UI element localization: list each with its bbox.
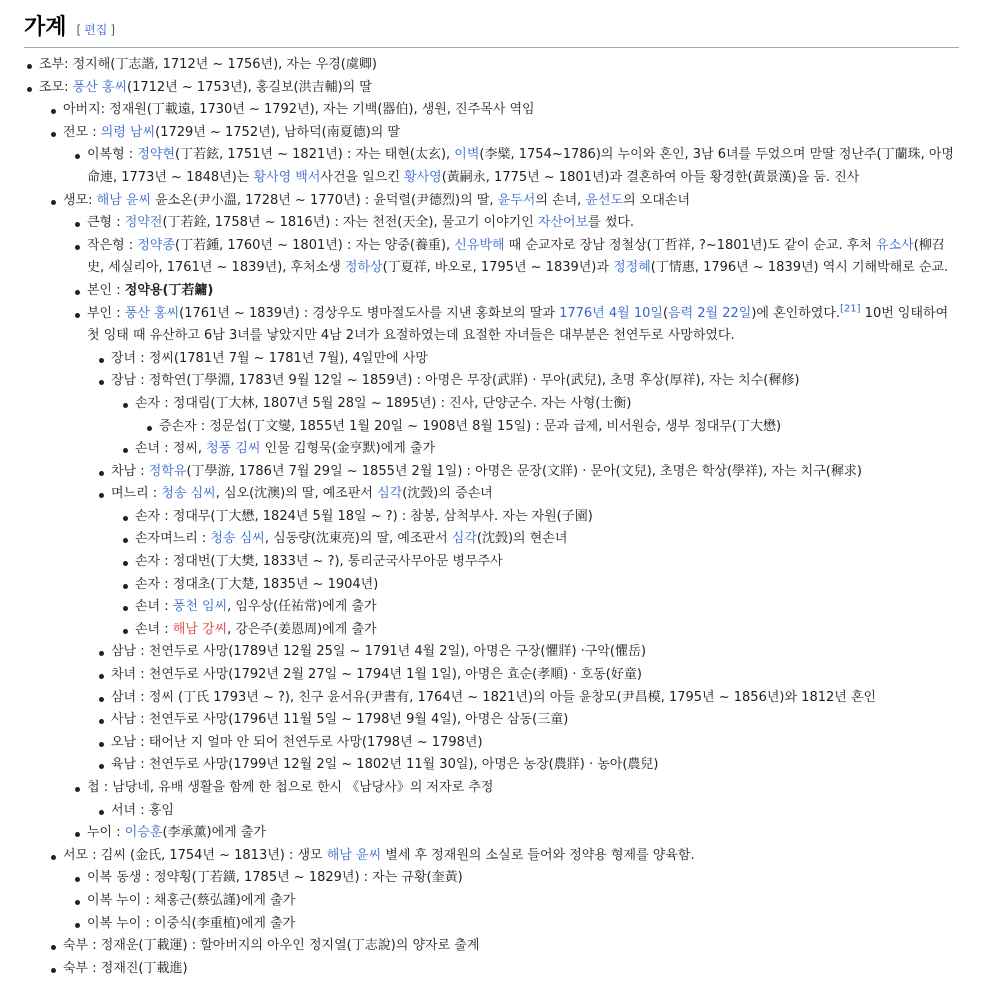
link-haenam-yun-2[interactable]: 해남 윤씨: [326, 847, 382, 863]
list-item-grandson-wife: 손자며느리 : 청송 심씨, 심동량(沈東亮)의 딸, 예조판서 심각(沈瑴)의 현손녀: [134, 528, 959, 551]
list-item-daughter-in-law: 며느리 : 청송 심씨, 심오(沈澳)의 딸, 예조판서 심각(沈瑴)의 증손녀 손자 : 정대무(丁大懋, 1824년 5월 18일 ~ ?) : 참봉, 삼척부사. 자는 자원(子園) 손자며느리 : 청송 심씨, 심동량(沈東亮)의 딸, 예조판서 심각(沈瑴)의 현손녀 손자 : 정대번(丁大樊, 1833년 ~ ?), 통리군국사무아문 병무주사 손자 : 정대초(丁大楚, 1835년 ~ 1904년) 손녀 : 풍천 임씨, 임우상(任祐常)에게 출가 손녀 : 해남 강씨, 강은주(姜恩周)에게 출가: [110, 483, 959, 641]
list-item-grandson-1: 손자 : 정대림(丁大林, 1807년 5월 28일 ~ 1895년) : 진사, 단양군수. 자는 사형(士衡) 증손자 : 정문섭(丁文燮, 1855년 1월 20일 ~ 1908년 8월 15일) : 문과 급제, 비서원승, 생부 정대무(丁大懋): [134, 393, 959, 438]
link-hwang-sayeong-silk-letter[interactable]: 황사영 백서: [253, 169, 321, 185]
list-item-second-daughter: 차녀 : 천연두로 사망(1792년 2월 27일 ~ 1794년 1월 1일), 아명은 효순(孝順) · 호동(好童): [110, 664, 959, 687]
section-heading: [24, 14, 959, 48]
list-item-uncle-2: 숙부 : 정재진(丁載進): [62, 958, 959, 981]
list-item-eldest-daughter: 장녀 : 정씨(1781년 7월 ~ 1781년 7월), 4일만에 사망: [110, 348, 959, 371]
link-sinyu-persecution[interactable]: 신유박해: [454, 237, 505, 253]
link-sim-gak-2[interactable]: 심각: [451, 531, 477, 547]
link-i-byeok[interactable]: 이벽: [454, 147, 480, 163]
link-jasan-eobo[interactable]: 자산어보: [537, 215, 589, 231]
list-item-granddaughter-3: 손녀 : 해남 강씨, 강은주(姜恩周)에게 출가: [134, 619, 959, 642]
link-jeong-yakhyeon[interactable]: 정약현: [137, 147, 176, 163]
section-title: 가계: [24, 15, 67, 40]
list-item-wife: 부인 : 풍산 홍씨(1761년 ~ 1839년) : 경상우도 병마절도사를 지낸 홍화보의 딸과 1776년 4월 10일(음력 2월 22일)에 혼인하였다.[21] 10번 잉태하여 첫 잉태 때 유산하고 6남 3녀를 낳았지만 4남 2녀가 요절하였는데 요절한 자녀들은 대부분은 천연두로 사망하였다. 장녀 : 정씨(1781년 7월 ~ 1781년 7월), 4일만에 사망 장남 : 정학연(丁學淵, 1783년 9월 12일 ~ 1859년) : 아명은 무장(武牂) · 무아(武兒), 초명 후상(厚祥), 자는 치수(穉修) 손자 : 정대림(丁大林, 1807년 5월 28일 ~ 1895년) : 진사, 단양군수. 자는 사형(士衡) 증손자 : 정문섭(丁文燮, 1855년 1월 20일 ~ 1908년 8월 15일) : 문과 급제, 비서원승, 생부 정대무(丁大懋) 손녀 : 정씨, 청풍 김씨 인물 김형묵(金亨默)에게 출가 차남 : 정학유(丁學游, 1786년 7월 29일 ~ 1855년 2월 1일) : 아명은 문장(文牂) · 문아(文兒), 초명은 학상(學祥), 자는 치구(穉求) 며느리 : 청송 심씨, 심오(沈澳)의 딸, 예조판서 심각(沈瑴)의 증손녀 손자 : 정대무(丁大懋, 1824년 5월 18일 ~ ?) : 참봉, 삼척부사. 자는 자원(子園) 손자며느리 : 청송 심씨, 심동량(沈東亮)의 딸, 예조판서 심각(沈瑴)의 현손녀 손자 : 정대번(丁大樊, 1833년 ~ ?), 통리군국사무아문 병무주사 손자 : 정대초(丁大楚, 1835년 ~ 1904년) 손녀 : 풍천 임씨, 임우상(任祐常)에게 출가 손녀 : 해남 강씨, 강은주(姜恩周)에게 출가 삼남 : 천연두로 사망(1789년 12월 25일 ~ 1791년 4월 2일), 아명은 구장(懼牂) ·구악(懼岳) 차녀 : 천연두로 사망(1792년 2월 27일 ~ 1794년 1월 1일), 아명은 효순(孝順) · 호동(好童) 삼녀 : 정씨 (丁氏 1793년 ~ ?), 친구 윤서유(尹書有, 1764년 ~ 1821년)의 아들 윤창모(尹昌模, 1795년 ~ 1856년)와 1812년 혼인 사남 : 천연두로 사망(1796년 11월 5일 ~ 1798년 9월 4일), 아명은 삼동(三童) 오남 : 태어난 지 얼마 안 되어 천연두로 사망(1798년 ~ 1798년) 육남 : 천연두로 사망(1799년 12월 2일 ~ 1802년 11월 30일), 아명은 농장(農牂) · 농아(農兒): [86, 303, 959, 777]
link-jeong-jeonghye[interactable]: 정정혜: [613, 260, 651, 276]
list-item-third-son: 삼남 : 천연두로 사망(1789년 12월 25일 ~ 1791년 4월 2일), 아명은 구장(懼牂) ·구악(懼岳): [110, 641, 959, 664]
list-item-grandmother: 조모: 풍산 홍씨(1712년 ~ 1753년), 홍길보(洪吉輔)의 딸 아버지: 정재원(丁載遠, 1730년 ~ 1792년), 자는 기백(器伯), 생원, 진주목사 역임 전모 : 의령 남씨(1729년 ~ 1752년), 남하덕(南夏德)의 딸 이복형 : 정약현(丁若鉉, 1751년 ~ 1821년) : 자는 태현(太玄), 이벽(李檗, 1754~1786)의 누이와 혼인, 3남 6녀를 두었으며 맏딸 정난주(丁蘭珠, 아명 命連, 1773년 ~ 1848년)는 황사영 백서사건을 일으킨 황사영(黃嗣永, 1775년 ~ 1801년)과 결혼하여 아들 황경한(黃景漢)을 둠. 진사 생모: 해남 윤씨 윤소온(尹小溫, 1728년 ~ 1770년) : 윤덕렬(尹德烈)의 딸, 윤두서의 손녀, 윤선도의 오대손녀 큰형 : 정약전(丁若銓, 1758년 ~ 1816년) : 자는 천전(天全), 물고기 이야기인 자산어보를 썼다. 작은형 : 정약종(丁若鍾, 1760년 ~ 1801년) : 자는 양중(養重), 신유박해 때 순교자로 장남 정철상(丁哲祥, ?~1801년)도 같이 순교. 후처 유소사(柳召史, 세실리아, 1761년 ~ 1839년), 후처소생 정하상(丁夏祥, 바오로, 1795년 ~ 1839년)과 정정혜(丁情惠, 1796년 ~ 1839년) 역시 기해박해로 순교. 본인 : 정약용(丁若鏞) 부인 : 풍산 홍씨(1761년 ~ 1839년) : 경상우도 병마절도사를 지낸 홍화보의 딸과 1776년 4월 10일(음력 2월 22일)에 혼인하였다.[21] 10번 잉태하여 첫 잉태 때 유산하고 6남 3녀를 낳았지만 4남 2녀가 요절하였는데 요절한 자녀들은 대부분은 천연두로 사망하였다. 장녀 : 정씨(1781년 7월 ~ 1781년 7월), 4일만에 사망 장남 : 정학연(丁學淵, 1783년 9월 12일 ~ 1859년) : 아명은 무장(武牂) · 무아(武兒), 초명 후상(厚祥), 자는 치수(穉修) 손자 : 정대림(丁大林, 1807년 5월 28일 ~ 1895년) : 진사, 단양군수. 자는 사형(士衡) 증손자 : 정문섭(丁文燮, 1855년 1월 20일 ~ 1908년 8월 15일) : 문과 급제, 비서원승, 생부 정대무(丁大懋) 손녀 : 정씨, 청풍 김씨 인물 김형묵(金亨默)에게 출가 차남 : 정학유(丁學游, 1786년 7월 29일 ~ 1855년 2월 1일) : 아명은 문장(文牂) · 문아(文兒), 초명은 학상(學祥), 자는 치구(穉求) 며느리 : 청송 심씨, 심오(沈澳)의 딸, 예조판서 심각(沈瑴)의 증손녀 손자 : 정대무(丁大懋, 1824년 5월 18일 ~ ?) : 참봉, 삼척부사. 자는 자원(子園) 손자며느리 : 청송 심씨, 심동량(沈東亮)의 딸, 예조판서 심각(沈瑴)의 현손녀 손자 : 정대번(丁大樊, 1833년 ~ ?), 통리군국사무아문 병무주사 손자 : 정대초(丁大楚, 1835년 ~ 1904년) 손녀 : 풍천 임씨, 임우상(任祐常)에게 출가 손녀 : 해남 강씨, 강은주(姜恩周)에게 출가 삼남 : 천연두로 사망(1789년 12월 25일 ~ 1791년 4월 2일), 아명은 구장(懼牂) ·구악(懼岳) 차녀 : 천연두로 사망(1792년 2월 27일 ~ 1794년 1월 1일), 아명은 효순(孝順) · 호동(好童) 삼녀 : 정씨 (丁氏 1793년 ~ ?), 친구 윤서유(尹書有, 1764년 ~ 1821년)의 아들 윤창모(尹昌模, 1795년 ~ 1856년)와 1812년 혼인 사남 : 천연두로 사망(1796년 11월 5일 ~ 1798년 9월 4일), 아명은 삼동(三童) 오남 : 태어난 지 얼마 안 되어 천연두로 사망(1798년 ~ 1798년) 육남 : 천연두로 사망(1799년 12월 2일 ~ 1802년 11월 30일), 아명은 농장(農牂) · 농아(農兒) 첩 : 남당네, 유배 생활을 함께 한 첩으로 한시 《남당사》의 저자로 추정 서녀 : 홍임 누이 : 이승훈(李承薰)에게 출가 서모 : 김씨 (金氏, 1754년 ~ 1813년) : 생모 해남 윤씨 별세 후 정재원의 소실로 들어와 정약용 형제를 양육함. 이복 동생 : 정약횡(丁若鐄, 1785년 ~ 1829년) : 자는 규황(奎黃) 이복 누이 : 채홍근(蔡弘謹)에게 출가 이복 누이 : 이중식(李重植)에게 출가 숙부 : 정재운(丁載運) : 할아버지의 아우인 정지열(丁志說)의 양자로 출계 숙부 : 정재진(丁載進): [38, 77, 959, 981]
redlink-haenam-kang[interactable]: 해남 강씨: [172, 621, 228, 637]
edit-section-link[interactable]: 편집: [84, 23, 108, 37]
list-item-uncle-1: 숙부 : 정재운(丁載運) : 할아버지의 아우인 정지열(丁志說)의 양자로 출계: [62, 935, 959, 958]
link-lunar-feb-22[interactable]: 음력 2월 22일: [668, 305, 752, 321]
family-tree-list: [38, 54, 959, 980]
list-item-sixth-son: 육남 : 천연두로 사망(1799년 12월 2일 ~ 1802년 11월 30일), 아명은 농장(農牂) · 농아(農兒): [110, 754, 959, 777]
link-year-1776[interactable]: 1776년: [559, 305, 605, 321]
list-item-father: 아버지: 정재원(丁載遠, 1730년 ~ 1792년), 자는 기백(器伯), 생원, 진주목사 역임: [62, 99, 959, 122]
link-sim-gak[interactable]: 심각: [377, 486, 403, 502]
link-pungsan-hong[interactable]: 풍산 홍씨: [72, 79, 128, 95]
link-cheongpung-kim[interactable]: 청풍 김씨: [206, 441, 261, 457]
link-yun-seondo[interactable]: 윤선도: [585, 192, 624, 208]
link-hwang-sayeong[interactable]: 황사영: [404, 169, 442, 185]
link-jeong-yakjeon[interactable]: 정약전: [124, 215, 163, 231]
list-item-great-grandson: 증손자 : 정문섭(丁文燮, 1855년 1월 20일 ~ 1908년 8월 15일) : 문과 급제, 비서원승, 생부 정대무(丁大懋): [158, 416, 959, 439]
list-item-illegitimate-daughter: 서녀 : 홍임: [110, 800, 959, 823]
list-item-third-daughter: 삼녀 : 정씨 (丁氏 1793년 ~ ?), 친구 윤서유(尹書有, 1764년 ~ 1821년)의 아들 윤창모(尹昌模, 1795년 ~ 1856년)와 1812년 혼인: [110, 687, 959, 710]
list-item-self: 본인 : 정약용(丁若鏞): [86, 280, 959, 303]
list-item-concubine: 첩 : 남당네, 유배 생활을 함께 한 첩으로 한시 《남당사》의 저자로 추정 서녀 : 홍임: [86, 777, 959, 822]
list-item-grandson-4: 손자 : 정대초(丁大楚, 1835년 ~ 1904년): [134, 574, 959, 597]
list-item-grandson-2: 손자 : 정대무(丁大懋, 1824년 5월 18일 ~ ?) : 참봉, 삼척부사. 자는 자원(子園): [134, 506, 959, 529]
list-item-eldest-brother: 큰형 : 정약전(丁若銓, 1758년 ~ 1816년) : 자는 천전(天全), 물고기 이야기인 자산어보를 썼다.: [86, 212, 959, 235]
list-item-younger-sister: 누이 : 이승훈(李承薰)에게 출가: [86, 822, 959, 845]
list-item-fifth-son: 오남 : 태어난 지 얼마 안 되어 천연두로 사망(1798년 ~ 1798년): [110, 732, 959, 755]
list-item-half-brother: 이복형 : 정약현(丁若鉉, 1751년 ~ 1821년) : 자는 태현(太玄), 이벽(李檗, 1754~1786)의 누이와 혼인, 3남 6녀를 두었으며 맏딸 정난주(丁蘭珠, 아명 命連, 1773년 ~ 1848년)는 황사영 백서사건을 일으킨 황사영(黃嗣永, 1775년 ~ 1801년)과 결혼하여 아들 황경한(黃景漢)을 둠. 진사: [86, 144, 959, 189]
link-cheongsong-sim[interactable]: 청송 심씨: [161, 486, 216, 502]
link-yu-sosa[interactable]: 유소사: [876, 237, 914, 253]
link-cheongsong-sim-2[interactable]: 청송 심씨: [210, 531, 265, 547]
link-pungsan-hong-wife[interactable]: 풍산 홍씨: [124, 305, 180, 321]
link-haenam-yun[interactable]: 해남 윤씨: [96, 192, 152, 208]
list-item-granddaughter-1: 손녀 : 정씨, 청풍 김씨 인물 김형묵(金亨默)에게 출가: [134, 438, 959, 461]
link-yun-duseo[interactable]: 윤두서: [497, 192, 536, 208]
self-name: 정약용(丁若鏞): [124, 282, 214, 298]
edit-section: [ 편집 ]: [76, 23, 116, 37]
list-item-stepmother: 서모 : 김씨 (金氏, 1754년 ~ 1813년) : 생모 해남 윤씨 별세 후 정재원의 소실로 들어와 정약용 형제를 양육함. 이복 동생 : 정약횡(丁若鐄, 1785년 ~ 1829년) : 자는 규황(奎黃) 이복 누이 : 채홍근(蔡弘謹)에게 출가 이복 누이 : 이중식(李重植)에게 출가: [62, 845, 959, 935]
list-item-eldest-son: 장남 : 정학연(丁學淵, 1783년 9월 12일 ~ 1859년) : 아명은 무장(武牂) · 무아(武兒), 초명 후상(厚祥), 자는 치수(穉修) 손자 : 정대림(丁大林, 1807년 5월 28일 ~ 1895년) : 진사, 단양군수. 자는 사형(士衡) 증손자 : 정문섭(丁文燮, 1855년 1월 20일 ~ 1908년 8월 15일) : 문과 급제, 비서원승, 생부 정대무(丁大懋) 손녀 : 정씨, 청풍 김씨 인물 김형묵(金亨默)에게 출가: [110, 370, 959, 460]
link-jeong-hakyu[interactable]: 정학유: [148, 463, 187, 479]
link-april-10[interactable]: 4월 10일: [608, 305, 663, 321]
list-item-grandfather: 조부: 정지해(丁志諧, 1712년 ~ 1756년), 자는 우경(虞卿): [38, 54, 959, 77]
list-item-half-younger-brother: 이복 동생 : 정약횡(丁若鐄, 1785년 ~ 1829년) : 자는 규황(奎黃): [86, 867, 959, 890]
list-item-half-sister-2: 이복 누이 : 이중식(李重植)에게 출가: [86, 913, 959, 936]
list-item-first-mother: 전모 : 의령 남씨(1729년 ~ 1752년), 남하덕(南夏德)의 딸 이복형 : 정약현(丁若鉉, 1751년 ~ 1821년) : 자는 태현(太玄), 이벽(李檗, 1754~1786)의 누이와 혼인, 3남 6녀를 두었으며 맏딸 정난주(丁蘭珠, 아명 命連, 1773년 ~ 1848년)는 황사영 백서사건을 일으킨 황사영(黃嗣永, 1775년 ~ 1801년)과 결혼하여 아들 황경한(黃景漢)을 둠. 진사: [62, 122, 959, 190]
list-item-granddaughter-2: 손녀 : 풍천 임씨, 임우상(任祐常)에게 출가: [134, 596, 959, 619]
link-jeong-hasang[interactable]: 정하상: [344, 260, 383, 276]
link-i-seunghun[interactable]: 이승훈: [124, 825, 163, 841]
link-pungcheon-im[interactable]: 풍천 임씨: [172, 599, 228, 615]
link-uiryeong-nam[interactable]: 의령 남씨: [100, 124, 156, 140]
list-item-birth-mother: 생모: 해남 윤씨 윤소온(尹小溫, 1728년 ~ 1770년) : 윤덕렬(尹德烈)의 딸, 윤두서의 손녀, 윤선도의 오대손녀 큰형 : 정약전(丁若銓, 1758년 ~ 1816년) : 자는 천전(天全), 물고기 이야기인 자산어보를 썼다. 작은형 : 정약종(丁若鍾, 1760년 ~ 1801년) : 자는 양중(養重), 신유박해 때 순교자로 장남 정철상(丁哲祥, ?~1801년)도 같이 순교. 후처 유소사(柳召史, 세실리아, 1761년 ~ 1839년), 후처소생 정하상(丁夏祥, 바오로, 1795년 ~ 1839년)과 정정혜(丁情惠, 1796년 ~ 1839년) 역시 기해박해로 순교. 본인 : 정약용(丁若鏞) 부인 : 풍산 홍씨(1761년 ~ 1839년) : 경상우도 병마절도사를 지낸 홍화보의 딸과 1776년 4월 10일(음력 2월 22일)에 혼인하였다.[21] 10번 잉태하여 첫 잉태 때 유산하고 6남 3녀를 낳았지만 4남 2녀가 요절하였는데 요절한 자녀들은 대부분은 천연두로 사망하였다. 장녀 : 정씨(1781년 7월 ~ 1781년 7월), 4일만에 사망 장남 : 정학연(丁學淵, 1783년 9월 12일 ~ 1859년) : 아명은 무장(武牂) · 무아(武兒), 초명 후상(厚祥), 자는 치수(穉修) 손자 : 정대림(丁大林, 1807년 5월 28일 ~ 1895년) : 진사, 단양군수. 자는 사형(士衡) 증손자 : 정문섭(丁文燮, 1855년 1월 20일 ~ 1908년 8월 15일) : 문과 급제, 비서원승, 생부 정대무(丁大懋) 손녀 : 정씨, 청풍 김씨 인물 김형묵(金亨默)에게 출가 차남 : 정학유(丁學游, 1786년 7월 29일 ~ 1855년 2월 1일) : 아명은 문장(文牂) · 문아(文兒), 초명은 학상(學祥), 자는 치구(穉求) 며느리 : 청송 심씨, 심오(沈澳)의 딸, 예조판서 심각(沈瑴)의 증손녀 손자 : 정대무(丁大懋, 1824년 5월 18일 ~ ?) : 참봉, 삼척부사. 자는 자원(子園) 손자며느리 : 청송 심씨, 심동량(沈東亮)의 딸, 예조판서 심각(沈瑴)의 현손녀 손자 : 정대번(丁大樊, 1833년 ~ ?), 통리군국사무아문 병무주사 손자 : 정대초(丁大楚, 1835년 ~ 1904년) 손녀 : 풍천 임씨, 임우상(任祐常)에게 출가 손녀 : 해남 강씨, 강은주(姜恩周)에게 출가 삼남 : 천연두로 사망(1789년 12월 25일 ~ 1791년 4월 2일), 아명은 구장(懼牂) ·구악(懼岳) 차녀 : 천연두로 사망(1792년 2월 27일 ~ 1794년 1월 1일), 아명은 효순(孝順) · 호동(好童) 삼녀 : 정씨 (丁氏 1793년 ~ ?), 친구 윤서유(尹書有, 1764년 ~ 1821년)의 아들 윤창모(尹昌模, 1795년 ~ 1856년)와 1812년 혼인 사남 : 천연두로 사망(1796년 11월 5일 ~ 1798년 9월 4일), 아명은 삼동(三童) 오남 : 태어난 지 얼마 안 되어 천연두로 사망(1798년 ~ 1798년) 육남 : 천연두로 사망(1799년 12월 2일 ~ 1802년 11월 30일), 아명은 농장(農牂) · 농아(農兒) 첩 : 남당네, 유배 생활을 함께 한 첩으로 한시 《남당사》의 저자로 추정 서녀 : 홍임 누이 : 이승훈(李承薰)에게 출가: [62, 190, 959, 845]
link-jeong-yakjong[interactable]: 정약종: [137, 237, 176, 253]
list-item-second-brother: 작은형 : 정약종(丁若鍾, 1760년 ~ 1801년) : 자는 양중(養重), 신유박해 때 순교자로 장남 정철상(丁哲祥, ?~1801년)도 같이 순교. 후처 유소사(柳召史, 세실리아, 1761년 ~ 1839년), 후처소생 정하상(丁夏祥, 바오로, 1795년 ~ 1839년)과 정정혜(丁情惠, 1796년 ~ 1839년) 역시 기해박해로 순교.: [86, 235, 959, 280]
list-item-grandson-3: 손자 : 정대번(丁大樊, 1833년 ~ ?), 통리군국사무아문 병무주사: [134, 551, 959, 574]
list-item-fourth-son: 사남 : 천연두로 사망(1796년 11월 5일 ~ 1798년 9월 4일), 아명은 삼동(三童): [110, 709, 959, 732]
list-item-second-son: 차남 : 정학유(丁學游, 1786년 7월 29일 ~ 1855년 2월 1일) : 아명은 문장(文牂) · 문아(文兒), 초명은 학상(學祥), 자는 치구(穉求): [110, 461, 959, 484]
citation-21[interactable]: [21]: [840, 303, 861, 315]
list-item-half-sister-1: 이복 누이 : 채홍근(蔡弘謹)에게 출가: [86, 890, 959, 913]
